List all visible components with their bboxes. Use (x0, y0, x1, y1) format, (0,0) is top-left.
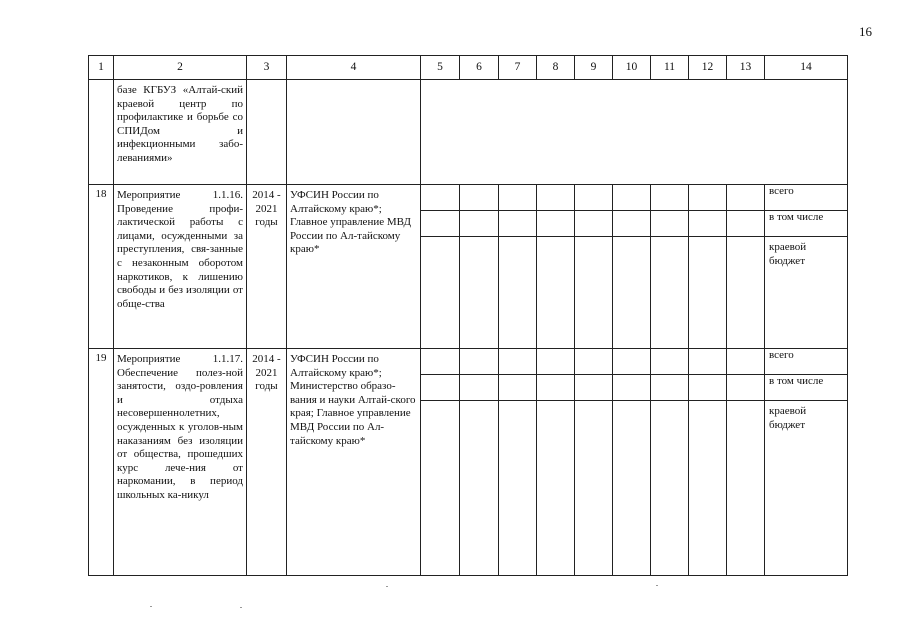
finance-source: краевой бюджет (765, 401, 848, 576)
period: 2014 - 2021 годы (247, 349, 287, 576)
col-header-9: 9 (575, 56, 613, 80)
finance-source: всего (765, 349, 848, 375)
col-header-12: 12 (689, 56, 727, 80)
col-header-11: 11 (651, 56, 689, 80)
finance-source: в том числе (765, 375, 848, 401)
scan-speck (240, 607, 242, 608)
scan-speck (386, 586, 388, 587)
row-number: 18 (89, 185, 114, 349)
col-header-2: 2 (114, 56, 247, 80)
scan-speck (150, 606, 152, 607)
table-row (89, 185, 848, 211)
measures-table (88, 55, 848, 576)
row-number: 19 (89, 349, 114, 576)
period: 2014 - 2021 годы (247, 185, 287, 349)
col-header-6: 6 (460, 56, 499, 80)
measure-description: Мероприятие 1.1.16. Проведение профи-лактической работы с лицами, осужденными за преступления, свя-занные с незаконным оборотом наркотиков, к лишению свободы и без изоляции от обще-ства (114, 185, 247, 349)
col-header-4: 4 (287, 56, 421, 80)
finance-source: краевой бюджет (765, 237, 848, 349)
col-header-10: 10 (613, 56, 651, 80)
col-header-1: 1 (89, 56, 114, 80)
finance-source: в том числе (765, 211, 848, 237)
table-row (89, 349, 848, 375)
col-header-13: 13 (727, 56, 765, 80)
col-header-3: 3 (247, 56, 287, 80)
page-number: 16 (859, 24, 872, 39)
executors: УФСИН России по Алтайскому краю*; Министерство образо-вания и науки Алтай-ского края; Главное управление МВД России по Ал-тайскому краю* (287, 349, 421, 576)
measure-description: базе КГБУЗ «Алтай-ский краевой центр по профилактике и борьбе со СПИДом и инфекционными забо-леваниями» (114, 80, 247, 185)
header-row (89, 56, 848, 80)
col-header-5: 5 (421, 56, 460, 80)
scan-speck (656, 585, 658, 586)
finance-source: всего (765, 185, 848, 211)
executors: УФСИН России по Алтайскому краю*; Главное управление МВД России по Ал-тайскому краю* (287, 185, 421, 349)
col-header-8: 8 (537, 56, 575, 80)
measure-description: Мероприятие 1.1.17. Обеспечение полез-ной занятости, оздо-ровления и отдыха несовершеннолетних, осужденных к уголов-ным наказаниям без изоляции от общества, прошедших курс лече-ния от наркомании, в период школьных ка-никул (114, 349, 247, 576)
col-header-7: 7 (499, 56, 537, 80)
table-row (89, 80, 848, 185)
col-header-14: 14 (765, 56, 848, 80)
